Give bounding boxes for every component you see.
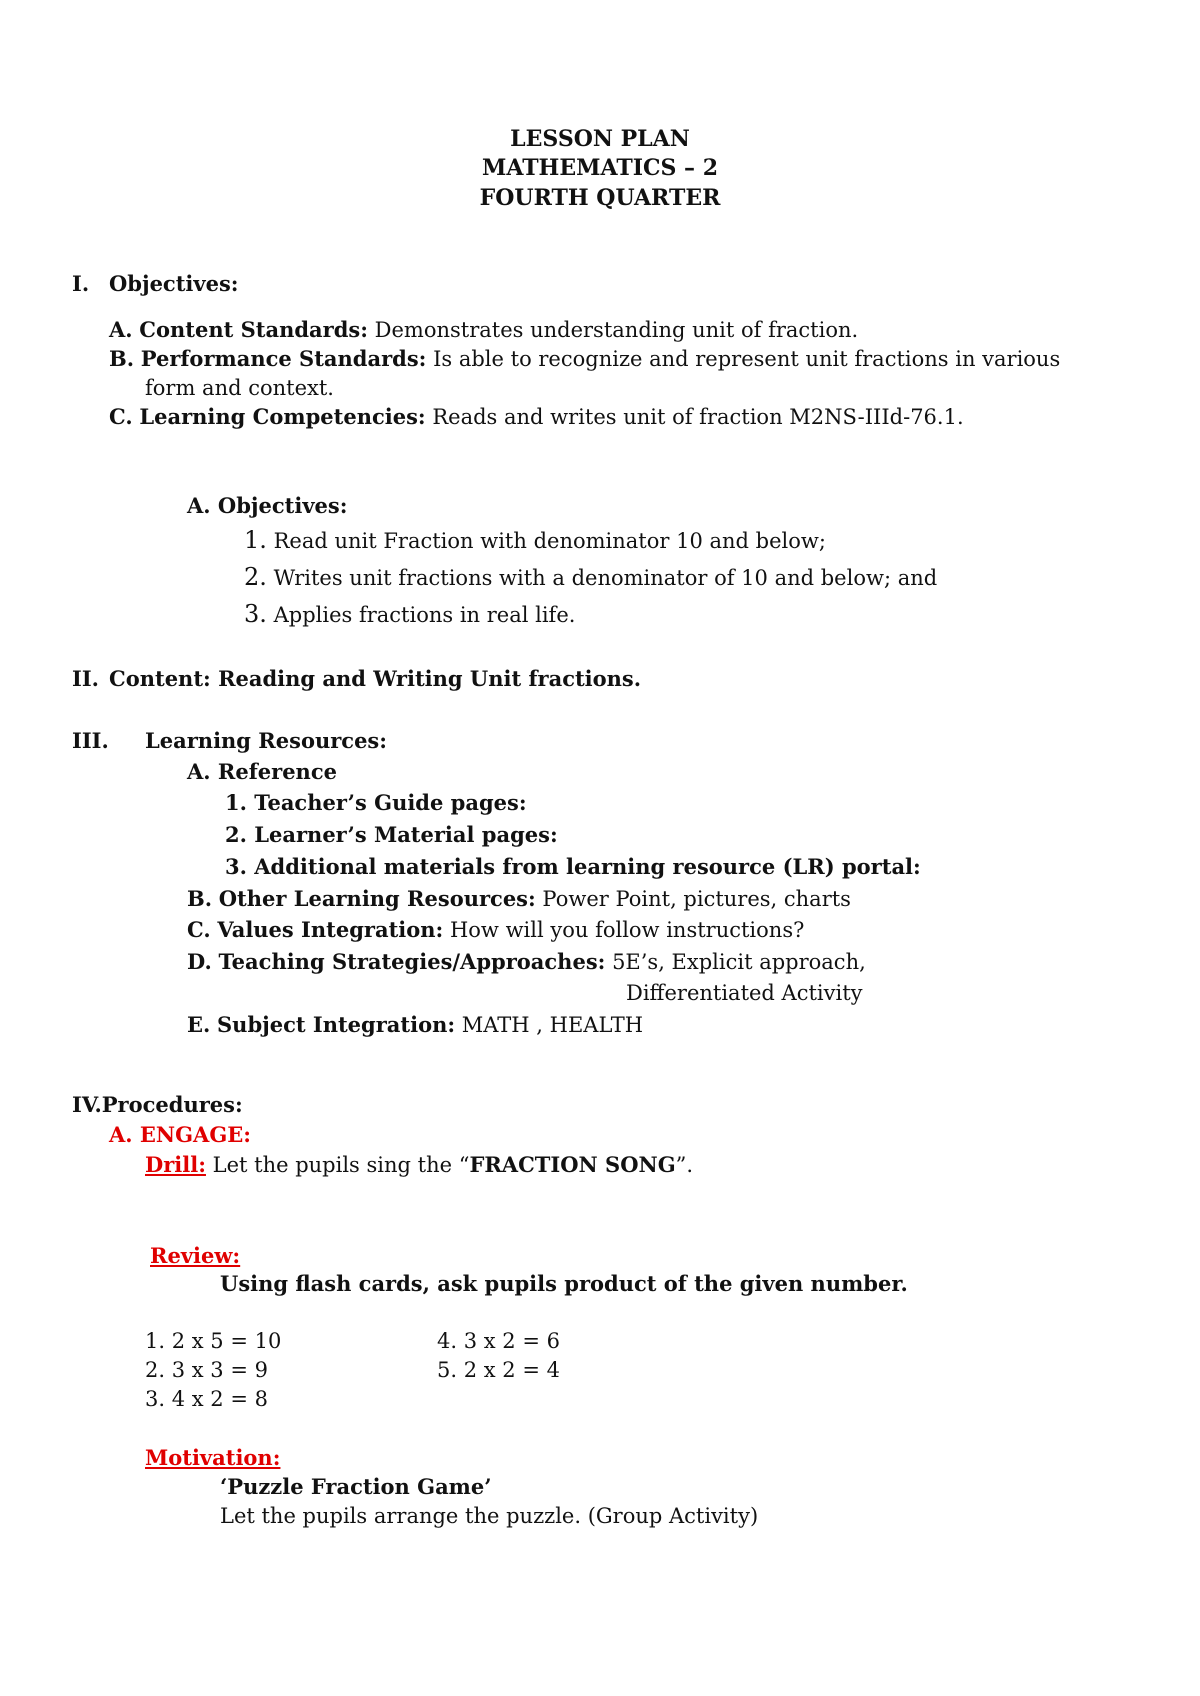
item-label: Subject Integration: — [217, 1012, 456, 1037]
item-number: 5. — [437, 1358, 458, 1382]
item-text: Is able to recognize and represent unit fractions in various — [426, 347, 1061, 371]
item-number: 1. — [225, 790, 247, 815]
item-number: 3. — [244, 600, 267, 628]
item-text: How will you follow instructions? — [443, 918, 805, 942]
item-letter: A. — [187, 493, 211, 518]
objectives-subheading — [187, 492, 347, 520]
section-3-title: Learning Resources: — [145, 728, 388, 753]
item-text: 2 x 5 = 10 — [165, 1329, 282, 1353]
item-number: 4. — [437, 1329, 458, 1353]
motivation-label: Motivation: — [145, 1445, 281, 1470]
item-text: 2 x 2 = 4 — [457, 1358, 560, 1382]
item-text: Read unit Fraction with denominator 10 and below; — [273, 529, 826, 553]
learning-competencies — [109, 403, 964, 431]
values-integration — [187, 916, 804, 944]
motivation-text: Let the pupils arrange the puzzle. (Group Activity) — [220, 1504, 759, 1528]
objective-item-1 — [244, 526, 826, 555]
review-item-4 — [437, 1327, 560, 1355]
review-item-5 — [437, 1356, 560, 1384]
teaching-strategies — [187, 948, 866, 976]
drill-text: Let the pupils sing the “ — [205, 1153, 470, 1177]
item-text: 5E’s, Explicit approach, — [605, 950, 866, 974]
item-letter: B. — [109, 346, 135, 371]
section-1-title: Objectives: — [109, 271, 239, 296]
item-label: Objectives: — [217, 493, 348, 518]
item-text: Learner’s Material pages: — [254, 822, 558, 847]
item-letter: E. — [187, 1012, 211, 1037]
section-2-title: Content: Reading and Writing Unit fractions. — [109, 666, 642, 691]
reference-heading — [187, 758, 337, 786]
item-text: Writes unit fractions with a denominator of 10 and below; and — [273, 566, 938, 590]
item-number: 1. — [244, 526, 267, 554]
drill-text-end: ”. — [675, 1153, 694, 1177]
drill-label: Drill: — [145, 1152, 206, 1177]
song-title: FRACTION SONG — [469, 1152, 676, 1177]
item-text: Teacher’s Guide pages: — [254, 790, 527, 815]
objective-item-2 — [244, 563, 937, 592]
reference-item-2 — [225, 821, 558, 849]
content-standards — [109, 316, 858, 344]
review-item-3 — [145, 1385, 268, 1413]
doc-title-line-1: LESSON PLAN — [510, 126, 690, 152]
item-text: Reads and writes unit of fraction M2NS-IIId-76.1. — [425, 405, 964, 429]
item-label: Reference — [217, 759, 337, 784]
engage-heading — [109, 1121, 251, 1149]
item-text: Additional materials from learning resource (LR) portal: — [254, 854, 921, 879]
reference-item-1 — [225, 789, 527, 817]
motivation-game: ‘Puzzle Fraction Game’ — [220, 1474, 492, 1499]
item-number: 3. — [145, 1387, 166, 1411]
reference-item-3 — [225, 853, 921, 881]
review-item-2 — [145, 1356, 268, 1384]
item-number: 2. — [145, 1358, 166, 1382]
objective-item-3 — [244, 600, 575, 629]
item-label: Values Integration: — [217, 917, 444, 942]
item-number: 1. — [145, 1329, 166, 1353]
item-text: Applies fractions in real life. — [273, 603, 576, 627]
item-letter: A. — [109, 1122, 133, 1147]
item-label: Other Learning Resources: — [218, 886, 536, 911]
item-label: Performance Standards: — [140, 346, 427, 371]
other-learning-resources — [187, 885, 851, 913]
doc-title-line-3: FOURTH QUARTER — [479, 185, 721, 211]
section-1-number: I. — [72, 271, 90, 296]
teaching-strategies-continued: Differentiated Activity — [626, 981, 863, 1005]
doc-title-line-2: MATHEMATICS – 2 — [481, 155, 719, 181]
item-letter: A. — [187, 759, 211, 784]
item-letter: D. — [187, 949, 212, 974]
item-label: ENGAGE: — [139, 1122, 252, 1147]
review-label: Review: — [150, 1243, 241, 1268]
section-3-number: III. — [72, 728, 109, 753]
item-letter: C. — [109, 404, 133, 429]
item-number: 3. — [225, 854, 247, 879]
item-number: 2. — [225, 822, 247, 847]
section-4-title: Procedures: — [101, 1092, 243, 1117]
section-4-heading — [72, 1091, 243, 1119]
item-label: Content Standards: — [139, 317, 368, 342]
item-letter: B. — [187, 886, 213, 911]
item-letter: A. — [109, 317, 133, 342]
review-item-1 — [145, 1327, 281, 1355]
item-text: MATH , HEALTH — [455, 1013, 644, 1037]
item-number: 2. — [244, 563, 267, 591]
section-2-number: II. — [72, 666, 99, 691]
item-label: Learning Competencies: — [139, 404, 426, 429]
item-text: 4 x 2 = 8 — [165, 1387, 268, 1411]
drill-line — [145, 1151, 693, 1179]
item-text: Demonstrates understanding unit of fraction. — [367, 318, 859, 342]
review-instruction: Using flash cards, ask pupils product of the given number. — [220, 1271, 908, 1296]
item-text: 3 x 3 = 9 — [165, 1358, 268, 1382]
section-4-number: IV. — [72, 1092, 102, 1117]
subject-integration — [187, 1011, 643, 1039]
item-letter: C. — [187, 917, 211, 942]
performance-standards-continued: form and context. — [145, 376, 334, 400]
item-text: Power Point, pictures, charts — [535, 887, 851, 911]
item-text: 3 x 2 = 6 — [457, 1329, 560, 1353]
item-label: Teaching Strategies/Approaches: — [218, 949, 606, 974]
performance-standards — [109, 345, 1060, 373]
